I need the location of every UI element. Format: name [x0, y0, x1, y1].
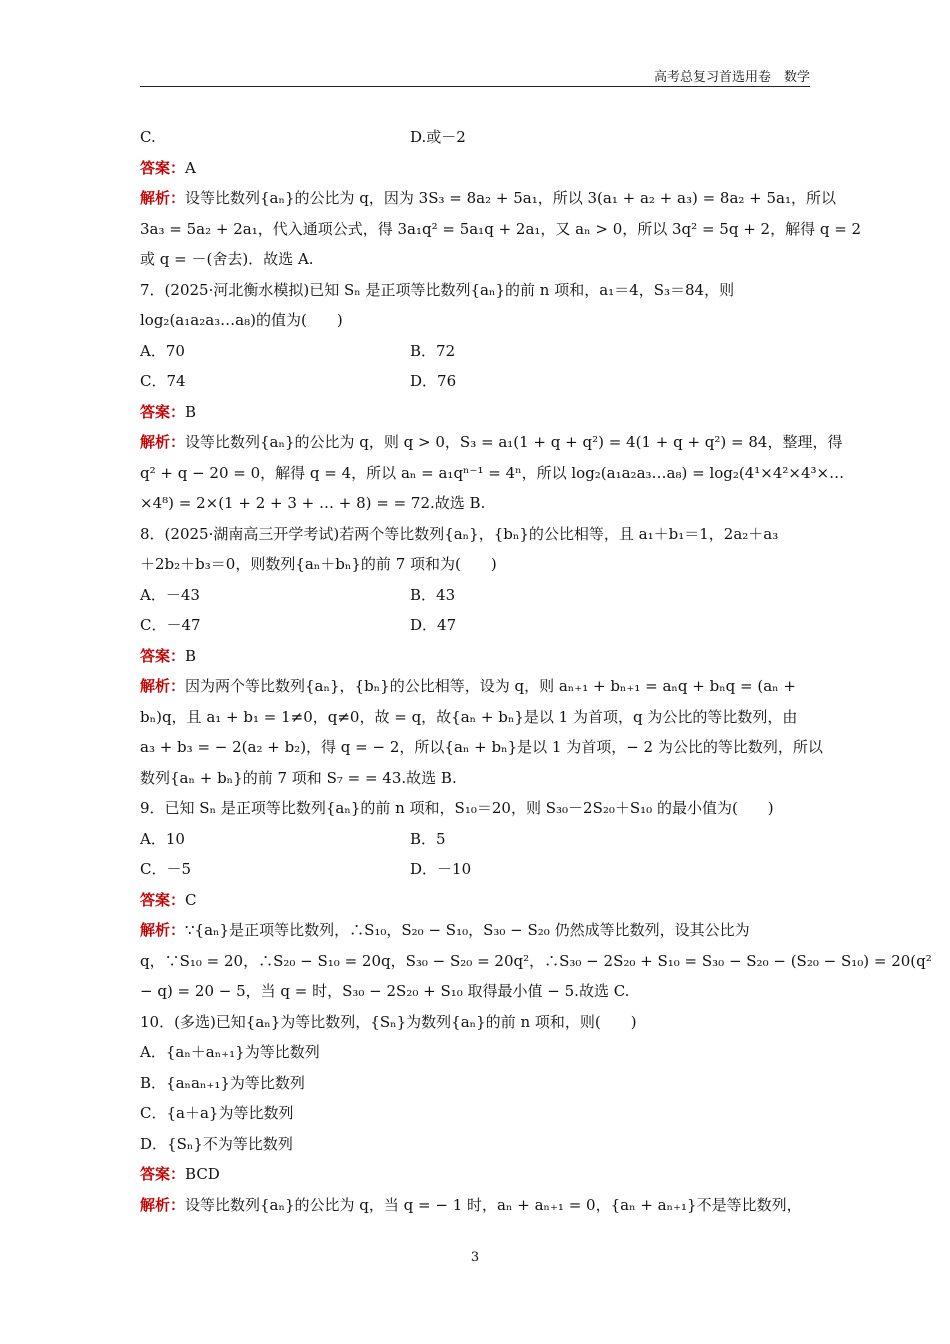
header-title: 高考总复习首选用卷 数学	[653, 70, 810, 85]
q7-analysis-line-1	[140, 427, 843, 458]
q7-answer-value: B	[185, 402, 197, 421]
q9-option-c: C．－5	[140, 860, 192, 878]
q6-option-c: C.	[140, 128, 156, 146]
q10-analysis-text-1: 设等比数列{aₙ}的公比为 q，当 q = − 1 时，aₙ + aₙ₊₁ = 0，{aₙ + aₙ₊₁}不是等比数列，	[185, 1195, 802, 1214]
analysis-label: 解析：	[140, 1195, 186, 1214]
q9-analysis-text-1: ∵{aₙ}是正项等比数列，∴S₁₀，S₂₀ − S₁₀，S₃₀ − S₂₀ 仍然成等比数列，设其公比为	[185, 921, 750, 939]
page-number: 3	[470, 1250, 480, 1265]
q6-analysis-line-3: 或 q = －(舍去)．故选 A.	[140, 250, 314, 268]
answer-label: 答案：	[140, 646, 186, 665]
q7-analysis-line-3: ×4⁸) = 2×(1 + 2 + 3 + … + 8) = = 72.故选 B.	[140, 494, 486, 512]
q6-answer-value: A	[185, 158, 196, 177]
page-header	[140, 66, 810, 87]
analysis-label: 解析：	[140, 677, 186, 695]
q9-stem-line-1: 9．已知 Sₙ 是正项等比数列{aₙ}的前 n 项和，S₁₀＝20，则 S₃₀－2S₂₀＋S₁₀ 的最小值为( )	[140, 799, 774, 817]
answer-label: 答案：	[140, 890, 186, 909]
q8-stem-line-2: ＋2b₂＋b₃＝0，则数列{aₙ＋bₙ}的前 7 项和为( )	[140, 555, 497, 573]
q8-answer	[140, 641, 812, 672]
q7-analysis-text-1: 设等比数列{aₙ}的公比为 q，则 q > 0，S₃ = a₁(1 + q + q²) = 4(1 + q + q²) = 84，整理，得	[185, 433, 843, 451]
analysis-label: 解析：	[140, 433, 186, 451]
q9-option-a: A．10	[140, 829, 185, 848]
q7-stem-line-1: 7．(2025·河北衡水模拟)已知 Sₙ 是正项等比数列{aₙ}的前 n 项和，a₁＝4，S₃＝84，则	[140, 280, 735, 299]
q8-option-c: C．－47	[140, 616, 201, 634]
answer-label: 答案：	[140, 402, 186, 421]
q8-answer-value: B	[185, 646, 197, 665]
q6-answer	[140, 153, 812, 184]
q8-option-b: B．43	[410, 585, 456, 604]
q9-option-b: B．5	[410, 829, 446, 848]
q9-options-cd	[140, 854, 812, 885]
q7-answer	[140, 397, 812, 428]
q9-option-d: D．－10	[410, 860, 472, 878]
q8-option-a: A．－43	[140, 585, 200, 604]
q7-stem-line-2: log₂(a₁a₂a₃…a₈)的值为( )	[140, 311, 343, 329]
q9-analysis-line-1	[140, 915, 812, 946]
q6-analysis-line-1	[140, 183, 837, 214]
q9-analysis-line-2: q，∵S₁₀ = 20，∴S₂₀ − S₁₀ = 20q，S₃₀ − S₂₀ = 20q²，∴S₃₀ − 2S₂₀ + S₁₀ = S₃₀ − S₂₀ − (S₂₀ − S₁₀) = 20(q²	[140, 951, 932, 970]
q8-analysis-line-4: 数列{aₙ + bₙ}的前 7 项和 S₇ = = 43.故选 B.	[140, 768, 457, 787]
q8-option-d: D．47	[410, 616, 457, 634]
q7-analysis-line-2: q² + q − 20 = 0，解得 q = 4，所以 aₙ = a₁qⁿ⁻¹ = 4ⁿ，所以 log₂(a₁a₂a₃…a₈) = log₂(4¹×4²×4³×…	[140, 463, 845, 482]
q6-analysis-text-1: 设等比数列{aₙ}的公比为 q，因为 3S₃ = 8a₂ + 5a₁，所以 3(a₁ + a₂ + a₃) = 8a₂ + 5a₁，所以	[185, 189, 837, 207]
q10-answer	[140, 1159, 812, 1190]
q9-options-ab	[140, 824, 812, 855]
q10-option-a: A．{aₙ＋aₙ₊₁}为等比数列	[140, 1043, 320, 1061]
q8-analysis-line-3: a₃ + b₃ = − 2(a₂ + b₂)，得 q = − 2，所以{aₙ + bₙ}是以 1 为首项，− 2 为公比的等比数列，所以	[140, 738, 823, 756]
q10-analysis-line-1	[140, 1190, 812, 1221]
q8-stem-line-1: 8．(2025·湖南高三开学考试)若两个等比数列{aₙ}，{bₙ}的公比相等，且 a₁＋b₁＝1，2a₂＋a₃	[140, 524, 779, 543]
q8-analysis-text-1: 因为两个等比数列{aₙ}，{bₙ}的公比相等，设为 q，则 aₙ₊₁ + bₙ₊₁ = aₙq + bₙq = (aₙ +	[185, 677, 797, 695]
q10-option-c: C．{a＋a}为等比数列	[140, 1104, 294, 1122]
q7-option-d: D．76	[410, 372, 457, 390]
answer-label: 答案：	[140, 1165, 186, 1183]
answer-label: 答案：	[140, 158, 186, 177]
q7-options-cd	[140, 366, 812, 397]
q7-option-b: B．72	[410, 341, 456, 360]
q8-analysis-line-2: bₙ)q，且 a₁ + b₁ = 1≠0，q≠0，故 = q，故{aₙ + bₙ}是以 1 为首项，q 为公比的等比数列，由	[140, 707, 798, 726]
q10-option-d: D．{Sₙ}不为等比数列	[140, 1134, 293, 1153]
q9-answer	[140, 885, 812, 916]
analysis-label: 解析：	[140, 921, 186, 939]
q6-option-d: D.或－2	[410, 128, 466, 146]
page-content	[140, 122, 932, 1220]
q7-option-c: C．74	[140, 372, 186, 390]
q10-option-b: B．{aₙaₙ₊₁}为等比数列	[140, 1073, 305, 1092]
q7-options-ab	[140, 336, 812, 367]
q8-options-cd	[140, 610, 812, 641]
q9-analysis-line-3: − q) = 20 − 5，当 q = 时，S₃₀ − 2S₂₀ + S₁₀ 取得最小值 − 5.故选 C.	[140, 982, 630, 1000]
q8-analysis-line-1	[140, 671, 812, 702]
q6-analysis-line-2: 3a₃ = 5a₂ + 2a₁，代入通项公式，得 3a₁q² = 5a₁q + 2a₁，又 aₙ > 0，所以 3q² = 5q + 2，解得 q = 2	[140, 219, 862, 238]
q10-stem-line-1: 10．(多选)已知{aₙ}为等比数列，{Sₙ}为数列{aₙ}的前 n 项和，则( )	[140, 1012, 637, 1031]
q7-option-a: A．70	[140, 341, 185, 360]
q8-options-ab	[140, 580, 812, 611]
analysis-label: 解析：	[140, 189, 186, 207]
q10-answer-value: BCD	[185, 1165, 220, 1183]
q9-answer-value: C	[185, 890, 197, 909]
q6-options-cd	[140, 122, 812, 153]
